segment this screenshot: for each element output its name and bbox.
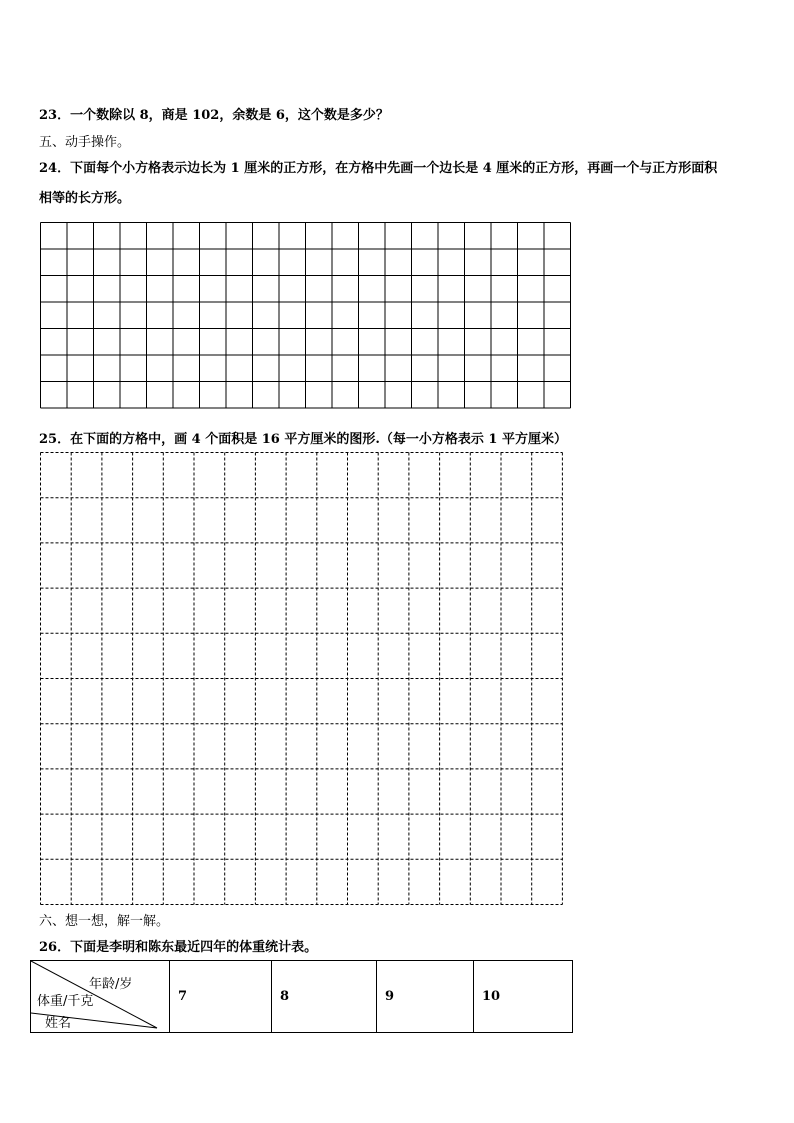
dashed-grid[interactable]	[40, 452, 564, 906]
age-cell-9[interactable]: 9	[377, 961, 474, 1033]
question-24-line-1: 24．下面每个小方格表示边长为 1 厘米的正方形，在方格中先画一个边长是 4 厘米的正方形，再画一个与正方形面积	[39, 161, 718, 176]
solid-grid[interactable]	[40, 222, 572, 410]
dashed-grid-svg	[40, 452, 564, 906]
section-6-heading: 六、想一想，解一解。	[39, 914, 170, 929]
header-age-label: 年龄/岁	[89, 977, 133, 992]
diagonal-header-cell	[31, 961, 170, 1033]
header-weight-label: 体重/千克	[37, 994, 94, 1009]
age-cell-8[interactable]: 8	[272, 961, 377, 1033]
weight-table	[30, 960, 573, 1033]
table-row	[31, 961, 573, 1033]
header-name-label: 姓名	[45, 1016, 72, 1031]
question-24-line-2: 相等的长方形。	[39, 191, 131, 206]
question-26: 26．下面是李明和陈东最近四年的体重统计表。	[39, 940, 318, 955]
age-cell-10[interactable]: 10	[474, 961, 573, 1033]
solid-grid-svg	[40, 222, 572, 410]
age-cell-7[interactable]: 7	[170, 961, 272, 1033]
section-5-heading: 五、动手操作。	[39, 135, 131, 150]
question-25: 25．在下面的方格中，画 4 个面积是 16 平方厘米的图形.（每一小方格表示 1 平方厘米）	[39, 432, 567, 447]
question-23: 23．一个数除以 8，商是 102，余数是 6，这个数是多少？	[39, 108, 389, 123]
